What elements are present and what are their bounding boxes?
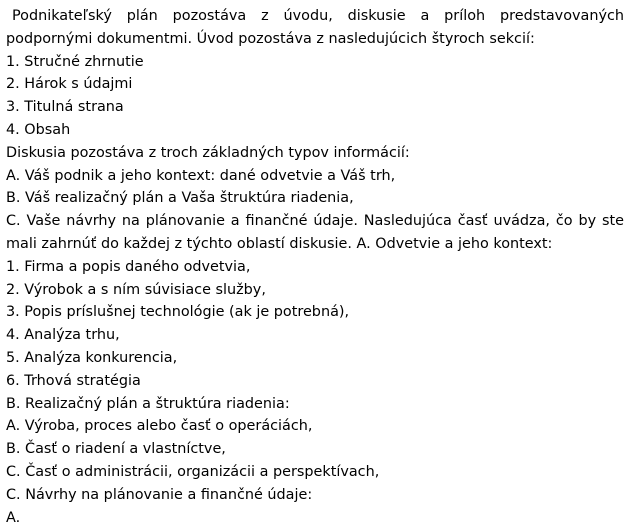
discussion-type-c-paragraph: C. Vaše návrhy na plánovanie a finančné údaje. Nasledujúca časť uvádza, čo by ste mali zahrnúť do každej z týchto oblastí diskusie. A. Odvetvie a jeho kontext:	[6, 213, 624, 252]
section-b-heading: B. Realizačný plán a štruktúra riadenia:	[6, 395, 290, 412]
intro-paragraph: Podnikateľský plán pozostáva z úvodu, diskusie a príloh predstavovaných podpornými dokumentmi. Úvod pozostáva z nasledujúcich štyroch sekcií:	[6, 8, 624, 47]
list-item: 1. Firma a popis daného odvetvia,	[6, 258, 251, 275]
list-item: B. Váš realizačný plán a Vaša štruktúra riadenia,	[6, 190, 354, 207]
section-c-heading: C. Návrhy na plánovanie a finančné údaje:	[6, 486, 313, 503]
section-a-list	[6, 256, 624, 393]
intro-list	[6, 51, 624, 142]
list-item: 5. Analýza konkurencia,	[6, 349, 178, 366]
list-item: 3. Popis príslušnej technológie (ak je potrebná),	[6, 304, 350, 321]
list-item: 6. Trhová stratégia	[6, 372, 141, 389]
list-item: A.	[6, 509, 21, 526]
list-item: B. Časť o riadení a vlastníctve,	[6, 441, 226, 458]
discussion-intro: Diskusia pozostáva z troch základných typov informácií:	[6, 144, 410, 161]
list-item: 2. Hárok s údajmi	[6, 76, 133, 93]
list-item: 4. Obsah	[6, 121, 71, 138]
list-item: 2. Výrobok a s ním súvisiace služby,	[6, 281, 266, 298]
section-b-list	[6, 415, 624, 483]
list-item: 3. Titulná strana	[6, 99, 124, 116]
list-item: A. Výroba, proces alebo časť o operáciách,	[6, 418, 313, 435]
list-item: 4. Analýza trhu,	[6, 327, 120, 344]
list-item: C. Časť o administrácii, organizácii a perspektívach,	[6, 463, 380, 480]
section-c-list	[6, 507, 624, 529]
list-item: 1. Stručné zhrnutie	[6, 53, 144, 70]
discussion-types-list	[6, 165, 624, 211]
list-item: A. Váš podnik a jeho kontext: dané odvetvie a Váš trh,	[6, 167, 396, 184]
